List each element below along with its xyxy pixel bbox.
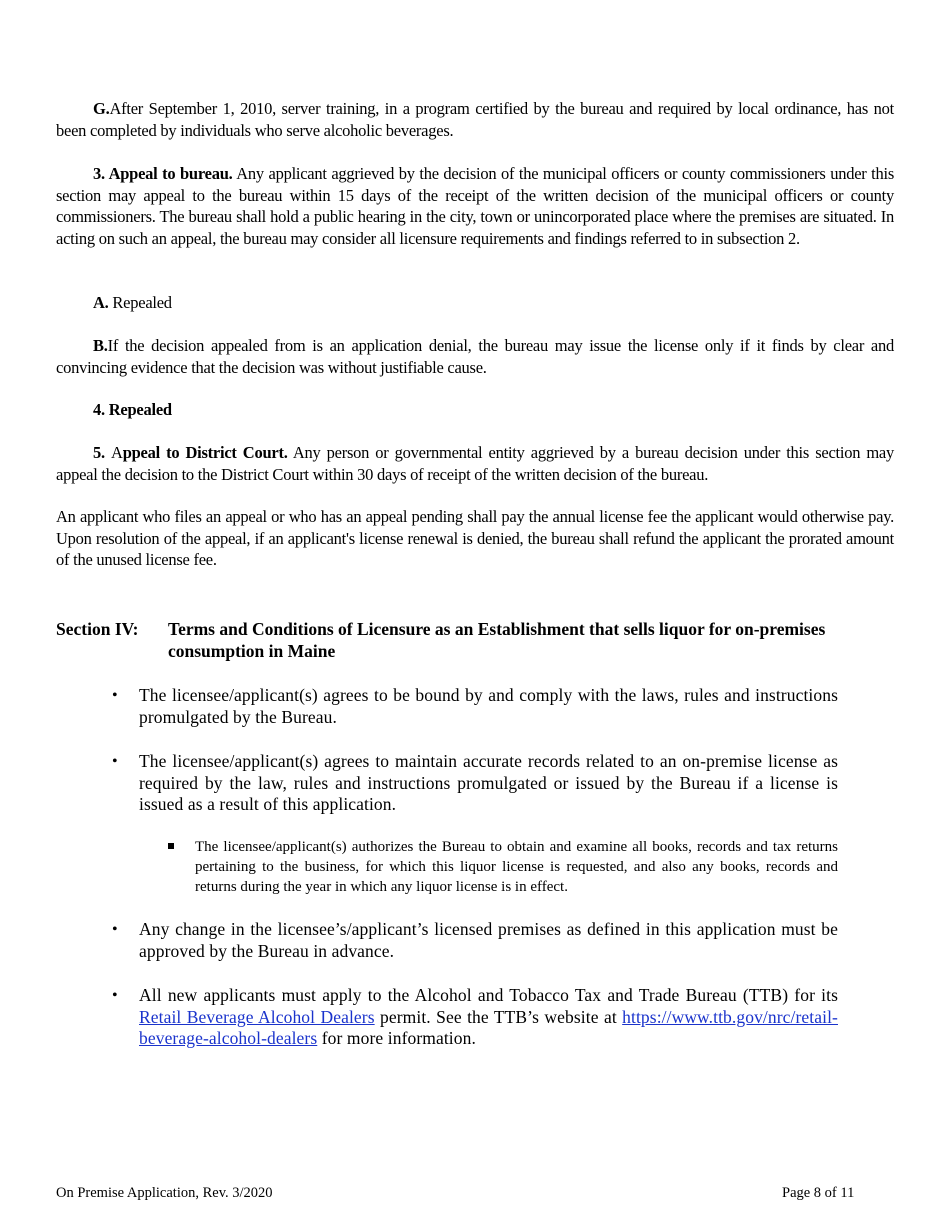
bullet-text: The licensee/applicant(s) agrees to be bound by and comply with the laws, rules and instructions promulgated by the Bureau.	[139, 685, 838, 727]
paragraph-g	[56, 98, 894, 141]
paragraph-lead-mid: A	[111, 443, 123, 462]
paragraph-4-repealed	[56, 399, 894, 421]
paragraph-text: Repealed	[108, 293, 172, 312]
paragraph-lead: 4. Repealed	[93, 400, 172, 419]
paragraph-a	[56, 292, 894, 314]
paragraph-lead: 5.	[93, 443, 112, 462]
paragraph-lead: B.	[93, 336, 108, 355]
paragraph-text: If the decision appealed from is an application denial, the bureau may issue the license only if it finds by clear and convincing evidence that the decision was without justifiable cause.	[56, 336, 894, 377]
section-title: Terms and Conditions of Licensure as an Establishment that sells liquor for on-premises consumption in Maine	[168, 619, 826, 661]
paragraph-text: Any person or governmental entity aggrieved by a bureau decision under this section may appeal the decision to the District Court within 30 days of receipt of the written decision of the bureau.	[56, 443, 895, 484]
retail-beverage-link[interactable]: Retail Beverage Alcohol Dealers	[139, 1006, 375, 1027]
section-label: Section IV:	[56, 619, 139, 639]
paragraph-lead: 3. Appeal to bureau.	[93, 164, 233, 183]
bullet-text-mid: permit. See the TTB’s website at	[374, 1006, 623, 1027]
bullet-icon: •	[112, 921, 118, 938]
bullet-text: The licensee/applicant(s) agrees to maintain accurate records related to an on-premise license as required by the law, rules and instructions promulgated or issued by the Bureau if a license is issued as a result of this application.	[139, 751, 838, 814]
footer-page-number: Page 8 of 11	[782, 1185, 855, 1201]
bullet-icon: •	[112, 987, 118, 1004]
paragraph-text: After September 1, 2010, server training, in a program certified by the bureau and required by local ordinance, has not been completed by individuals who serve alcoholic beverages.	[56, 99, 894, 140]
paragraph-lead: G.	[93, 99, 110, 118]
paragraph-appeal-fee: An applicant who files an appeal or who has an appeal pending shall pay the annual license fee the applicant would otherwise pay. Upon resolution of the appeal, if an applicant's license renewal is denied, the bureau shall refund the applicant the prorated amount of the unused license fee.	[56, 507, 894, 569]
paragraph-b	[56, 335, 894, 378]
sub-bullet-text: The licensee/applicant(s) authorizes the Bureau to obtain and examine all books, records and tax returns pertaining to the business, for which this liquor license is requested, and also any books, records and returns during the year in which any liquor license is in effect.	[195, 839, 838, 895]
paragraph-lead: A.	[93, 293, 109, 312]
paragraph-appeal-district-court	[56, 442, 894, 485]
bullet-text-post: for more information.	[317, 1028, 476, 1048]
paragraph-appeal-to-bureau	[56, 163, 894, 249]
bullet-text-pre: All new applicants must apply to the Alcohol and Tobacco Tax and Trade Bureau (TTB) for its	[139, 985, 838, 1005]
bullet-text: Any change in the licensee’s/applicant’s licensed premises as defined in this application must be approved by the Bureau in advance.	[139, 919, 838, 961]
bullet-icon: •	[112, 687, 118, 704]
bullet-icon: •	[112, 753, 118, 770]
ttb-website-link[interactable]: https://www.ttb.gov/nrc/retail-beverage-alcohol-dealers	[139, 1006, 838, 1048]
paragraph-text: Any applicant aggrieved by the decision of the municipal officers or county commissioners under this section may appeal to the bureau within 15 days of the receipt of the written decision of the municipal officers or county commissioners. The bureau shall hold a public hearing in the city, town or unincorporated place where the premises are situated. In acting on such an appeal, the bureau may consider all licensure requirements and findings referred to in subsection 2.	[56, 164, 894, 248]
bullet-text	[139, 985, 838, 1050]
footer-revision: On Premise Application, Rev. 3/2020	[56, 1185, 273, 1201]
paragraph-lead-rest: ppeal to District Court.	[122, 443, 288, 462]
square-bullet-icon	[168, 843, 174, 849]
